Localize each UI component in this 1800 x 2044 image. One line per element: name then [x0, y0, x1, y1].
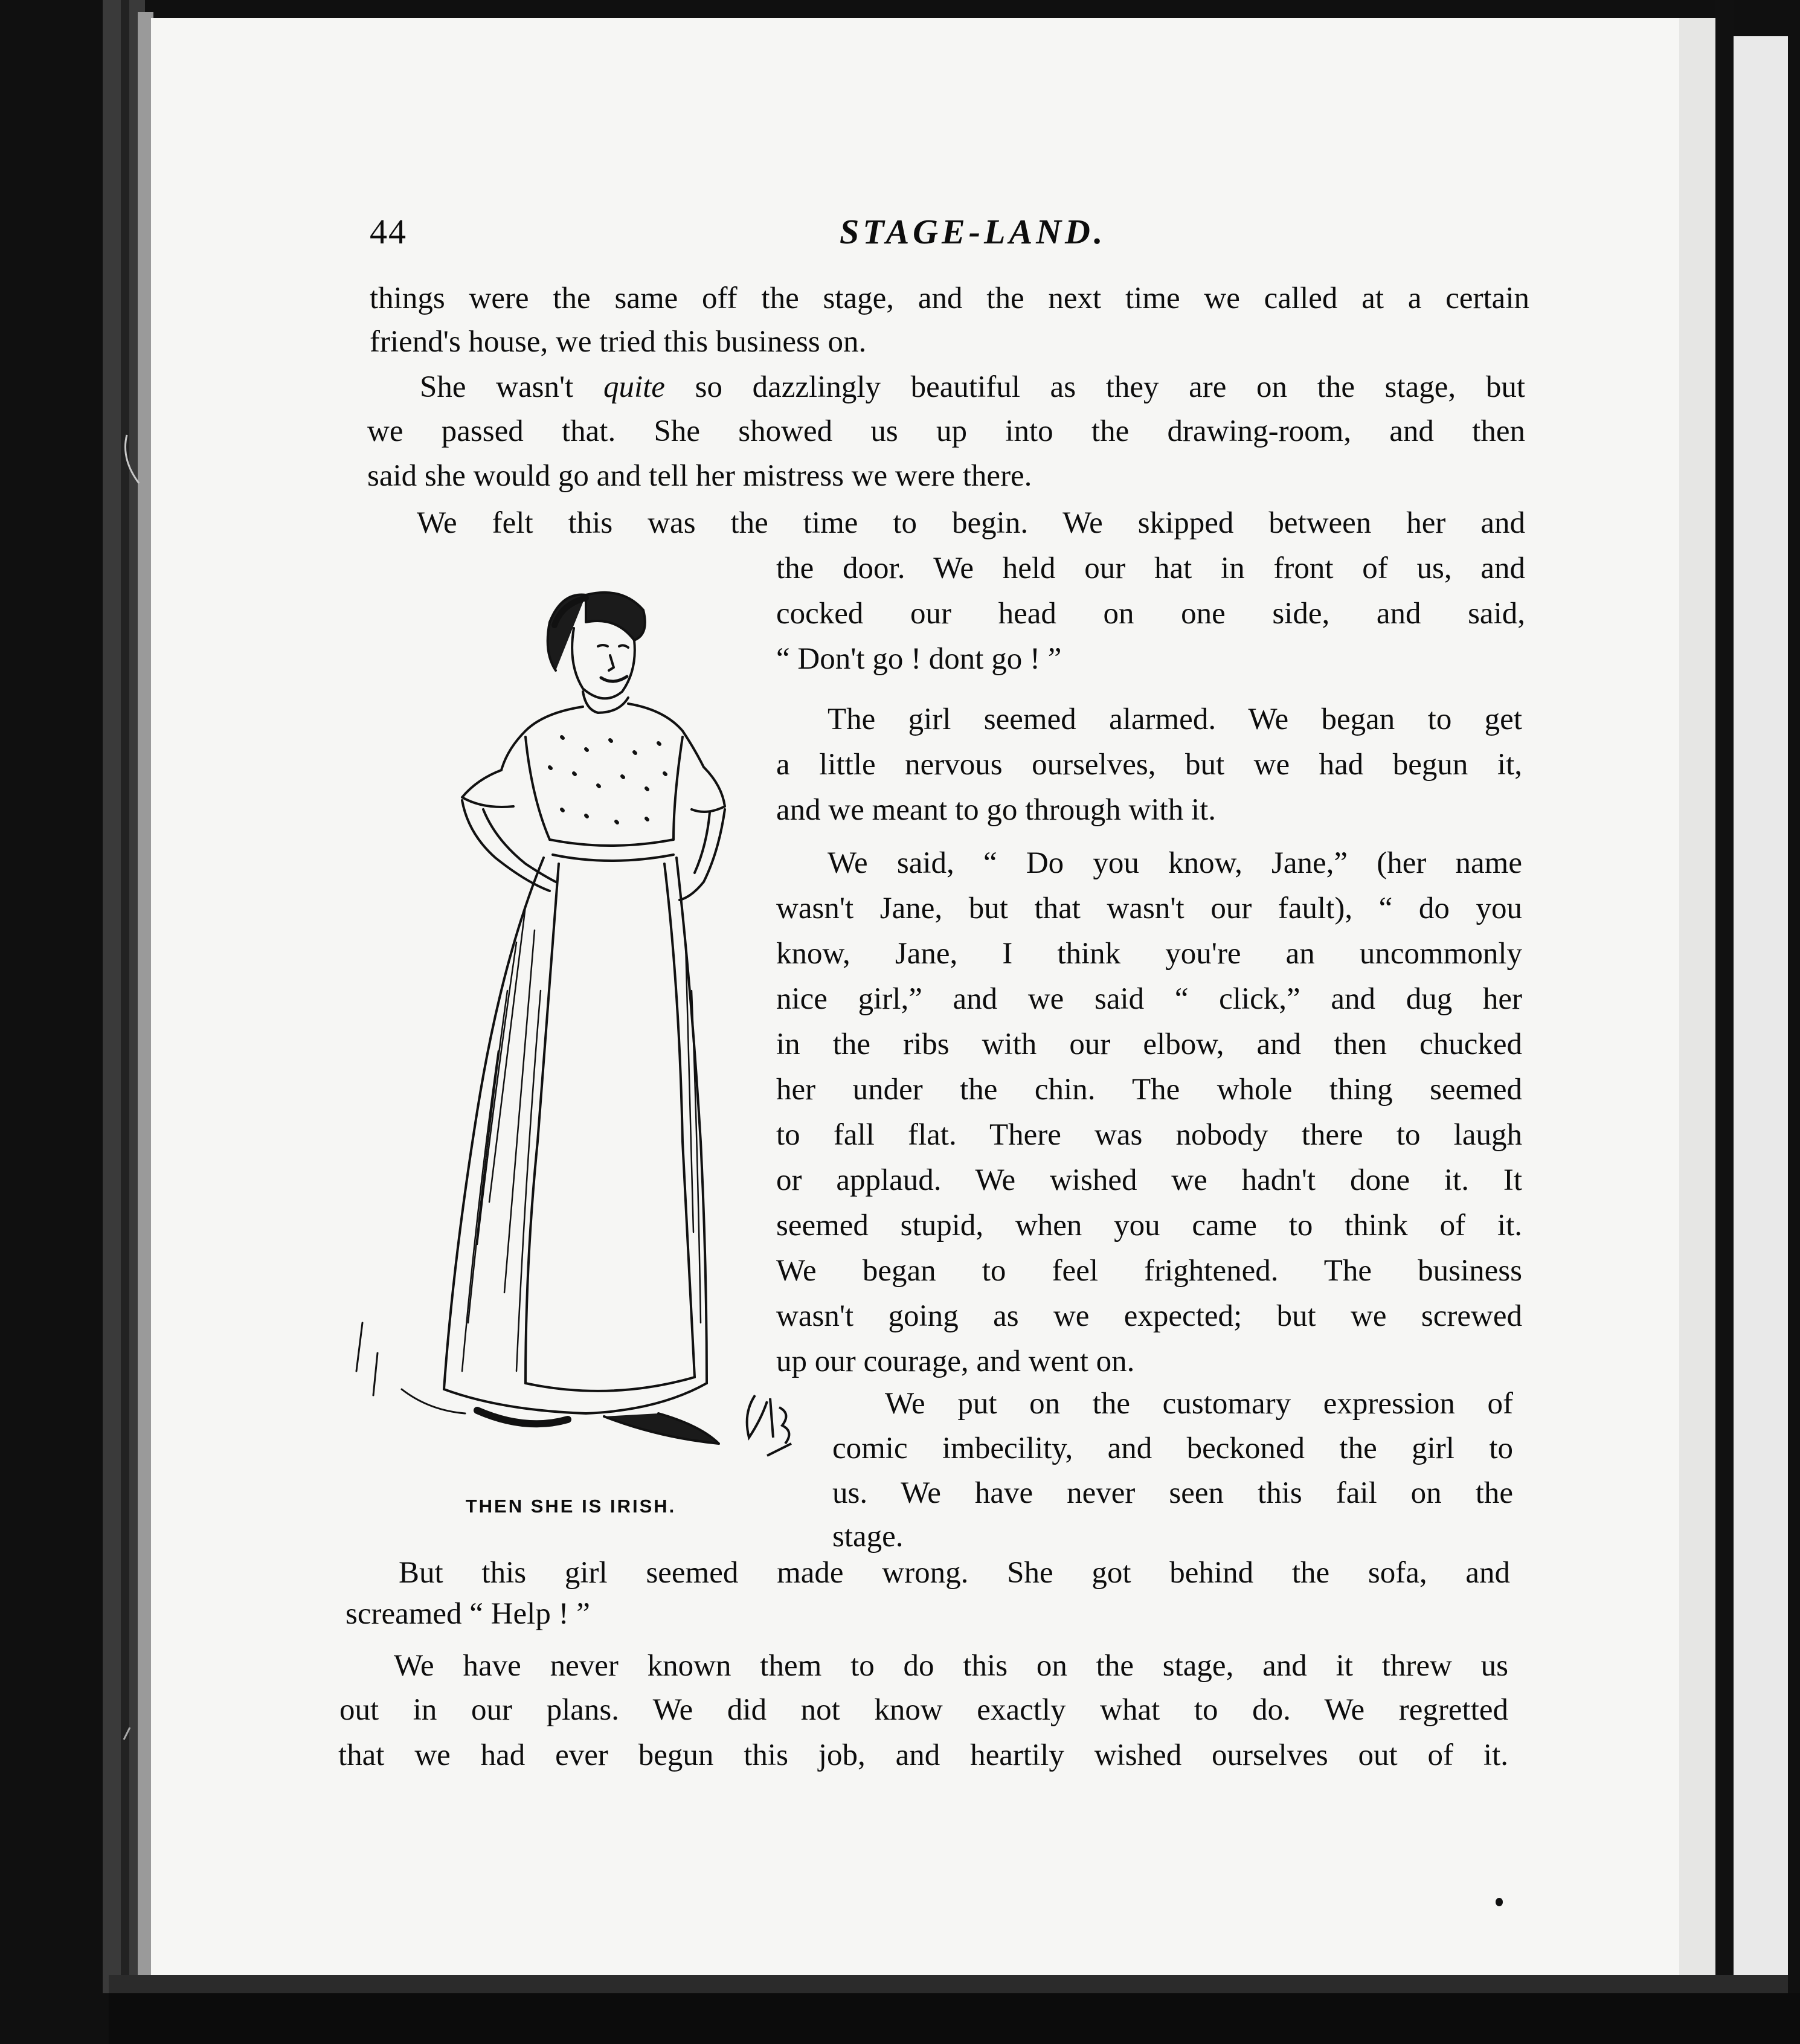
text-line: to fall flat. There was nobody there to laugh [776, 1118, 1522, 1152]
artist-monogram [747, 1395, 791, 1456]
text-line: “ Don't go ! dont go ! ” [776, 642, 1062, 676]
text-line: we passed that. She showed us up into the drawing-room, and then [367, 414, 1525, 448]
text-line: things were the same off the stage, and the next time we called at a certain [370, 281, 1529, 315]
text-line: in the ribs with our elbow, and then chucked [776, 1027, 1522, 1061]
text-line: nice girl,” and we said “ click,” and dug her [776, 982, 1522, 1016]
text-line: her under the chin. The whole thing seemed [776, 1073, 1522, 1107]
running-title: STAGE-LAND. [840, 212, 1107, 251]
text-line: comic imbecility, and beckoned the girl to [832, 1432, 1513, 1465]
text-line: said she would go and tell her mistress we were there. [367, 459, 1032, 493]
text-line: wasn't Jane, but that wasn't our fault), “ do you [776, 892, 1522, 925]
text-line: and we meant to go through with it. [776, 793, 1217, 827]
text-line: the door. We held our hat in front of us, and [776, 551, 1525, 585]
page-number: 44 [370, 212, 407, 251]
text-line: We said, “ Do you know, Jane,” (her name [828, 846, 1522, 880]
illustration-woman [344, 568, 803, 1474]
text-line: We began to feel frightened. The business [776, 1254, 1522, 1288]
text-line: But this girl seemed made wrong. She got behind the sofa, and [399, 1556, 1510, 1590]
text-line: She wasn't quite so dazzlingly beautiful as they are on the stage, but [420, 370, 1525, 404]
text-line: know, Jane, I think you're an uncommonly [776, 937, 1522, 971]
text-line: or applaud. We wished we hadn't done it. It [776, 1163, 1522, 1197]
text-line: a little nervous ourselves, but we had begun it, [776, 748, 1522, 782]
text-line: stage. [832, 1520, 904, 1554]
text-line: friend's house, we tried this business on. [370, 325, 867, 359]
text-line: that we had ever begun this job, and heartily wished ourselves out of it. [338, 1738, 1508, 1772]
text-line: out in our plans. We did not know exactly what to do. We regretted [339, 1693, 1508, 1727]
text-line: seemed stupid, when you came to think of it. [776, 1209, 1522, 1242]
text-line: The girl seemed alarmed. We began to get [828, 702, 1522, 736]
text-line: We felt this was the time to begin. We skipped between her and [417, 506, 1525, 540]
illustration-caption: THEN SHE IS IRISH. [465, 1496, 677, 1517]
text-line: wasn't going as we expected; but we screwed [776, 1299, 1522, 1333]
text-line: screamed “ Help ! ” [346, 1597, 590, 1631]
emphasis-word: quite [603, 370, 665, 404]
text-line: We have never known them to do this on the stage, and it threw us [394, 1649, 1508, 1683]
text-line: cocked our head on one side, and said, [776, 597, 1525, 631]
ink-dot [1496, 1898, 1503, 1906]
text-line: We put on the customary expression of [885, 1387, 1513, 1421]
text-line: us. We have never seen this fail on the [832, 1476, 1513, 1510]
text-line: up our courage, and went on. [776, 1345, 1135, 1378]
